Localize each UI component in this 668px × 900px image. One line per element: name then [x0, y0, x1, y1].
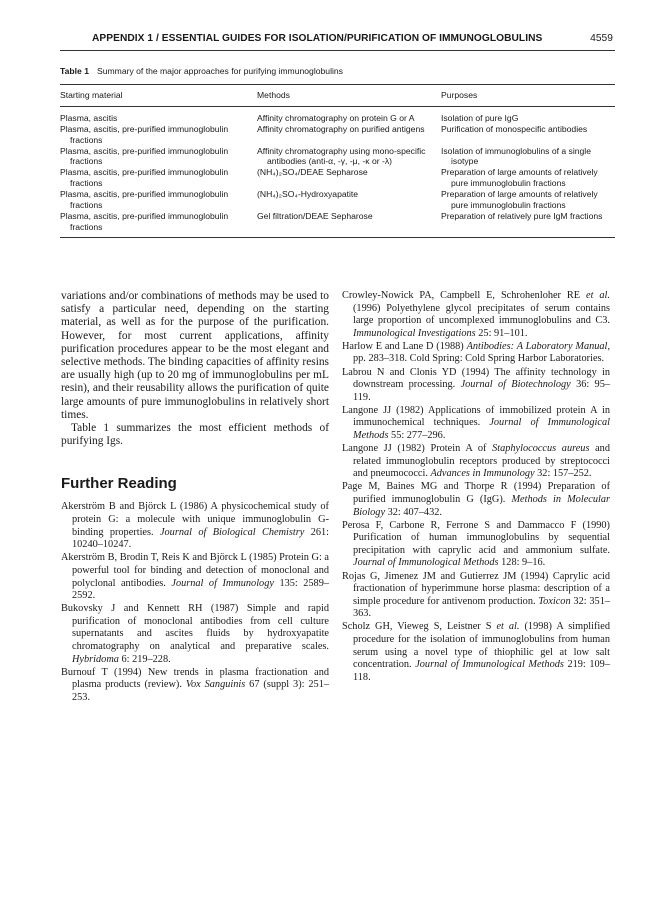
cell-purpose: Isolation of pure IgG	[441, 112, 519, 123]
ref-journal: Journal of Immunology	[171, 577, 274, 589]
ref-journal: Advances in Immunology	[430, 468, 535, 480]
cell-material: Plasma, ascitis, pre-purified immunoglobulin fractions	[60, 167, 229, 189]
column-header-purposes: Purposes	[441, 84, 615, 106]
ref-species: Staphylococcus aureus	[492, 443, 590, 455]
ref-authors: Page M, Baines MG and Thorpe R (1994) Preparation of purified immunoglobulin G (IgG).	[342, 481, 610, 505]
reference-item	[342, 481, 610, 519]
cell-purpose: Purification of monospecific antibodies	[441, 123, 588, 134]
cell-method: (NH₄)₂SO₄-Hydroxyapatite	[257, 189, 359, 200]
ref-authors: Langone JJ (1982) Protein A of	[342, 443, 493, 455]
reference-item	[61, 603, 329, 666]
page-number: 4559	[590, 33, 613, 44]
cell-material: Plasma, ascitis, pre-purified immunoglobulin fractions	[60, 210, 229, 232]
ref-journal: Journal of Immunological Methods	[353, 417, 610, 442]
ref-journal: Journal of Biological Chemistry	[159, 526, 305, 538]
reference-item	[342, 621, 610, 684]
reference-item	[342, 443, 610, 481]
purification-table	[60, 84, 615, 238]
reference-item	[61, 667, 329, 705]
cell-material: Plasma, ascitis, pre-purified immunoglobulin fractions	[60, 123, 229, 145]
ref-journal: Journal of Immunological Methods	[353, 557, 499, 569]
reference-item	[61, 552, 329, 602]
reference-item	[342, 520, 610, 570]
column-header-methods: Methods	[257, 84, 441, 106]
table-row	[60, 146, 615, 168]
ref-volume: 67 (suppl 3): 251–253.	[72, 679, 330, 703]
ref-title: (1998) A simplified procedure for the isolation of immunoglobulins from human serum using a novel type of thiophilic gel at low salt concentration.	[353, 621, 610, 671]
ref-volume: 135: 2589–2592.	[72, 577, 330, 602]
table-caption	[60, 66, 615, 77]
table-row	[60, 167, 615, 189]
ref-volume: 32: 407–432.	[385, 506, 442, 518]
table-label: Table 1	[60, 66, 89, 76]
ref-volume: 32: 351–363.	[353, 595, 610, 620]
ref-authors: Burnouf T (1994) New trends in plasma fractionation and plasma products (review).	[61, 666, 329, 691]
body-paragraph-text: summarizes the most efficient methods of purifying Igs.	[61, 422, 329, 448]
ref-journal: Journal of Immunological Methods	[415, 659, 564, 671]
running-header-title: APPENDIX 1 / ESSENTIAL GUIDES FOR ISOLATION/PURIFICATION OF IMMUNOGLOBULINS	[92, 33, 543, 44]
ref-title: (1996) Polyethylene glycol precipitates of serum contains large proportion of uncomplexed immunoglobulins and C3.	[353, 302, 610, 327]
ref-authors: Harlow E and Lane D (1988)	[342, 340, 467, 352]
left-column	[61, 290, 329, 705]
table-reference: Table 1	[71, 422, 110, 435]
ref-volume: 25: 91–101.	[475, 327, 528, 339]
ref-volume: 261: 10240–10247.	[72, 526, 330, 551]
cell-material: Plasma, ascitis, pre-purified immunoglobulin fractions	[60, 189, 229, 211]
table-1	[60, 66, 615, 238]
cell-method: (NH₄)₂SO₄/DEAE Sepharose	[257, 167, 368, 178]
table-row	[60, 211, 615, 237]
right-column	[342, 290, 610, 685]
ref-journal: Toxicon	[538, 595, 571, 607]
cell-purpose: Preparation of large amounts of relatively pure immunoglobulin fractions	[441, 189, 598, 211]
ref-authors: Akerström B and Björck L (1986) A physicochemical study of protein G: a molecule with unique immunoglobulin G-binding properties.	[61, 501, 329, 538]
cell-purpose: Preparation of large amounts of relatively pure immunoglobulin fractions	[441, 167, 598, 189]
reference-item	[342, 405, 610, 443]
ref-authors: Akerström B, Brodin T, Reis K and Björck L (1985) Protein G: a powerful tool for binding and detection of monoclonal and polyclonal antibodies.	[61, 552, 329, 589]
table-row	[60, 106, 615, 123]
ref-volume: 219: 109–118.	[353, 659, 610, 683]
ref-authors: Scholz GH, Vieweg S, Leistner S	[342, 621, 497, 633]
ref-volume: 6: 219–228.	[118, 653, 171, 665]
reference-item	[61, 501, 329, 551]
ref-journal: Hybridoma	[72, 653, 119, 665]
body-paragraph	[61, 422, 329, 448]
table-caption-text: Summary of the major approaches for purifying immunoglobulins	[96, 66, 343, 76]
ref-etal: et al.	[586, 290, 610, 301]
cell-material: Plasma, ascitis	[60, 112, 118, 123]
reference-item	[342, 290, 610, 340]
ref-etal: et al.	[496, 621, 520, 633]
column-header-starting-material: Starting material	[60, 84, 257, 106]
cell-method: Gel filtration/DEAE Sepharose	[257, 210, 373, 221]
body-paragraph: variations and/or combinations of methods may be used to satisfy a particular need, depending on the starting material, as well as for the purpose of the purification. However, for most current applications, affinity purification procedures appear to be the most elegant and selective methods. The binding capacities of affinity resins are usually high (up to 20 mg of immunoglobulins per mL resin), and their reusability allows the purification of quite large amounts of pure immunoglobulins in relatively short times.	[61, 290, 329, 421]
table-row	[60, 124, 615, 146]
ref-volume: 55: 277–296.	[388, 430, 446, 442]
ref-journal: Immunological Investigations	[353, 327, 476, 339]
ref-authors: Langone JJ (1982) Applications of immobilized protein A in immunochemical techniques.	[342, 404, 610, 429]
further-reading-heading: Further Reading	[61, 475, 177, 493]
cell-purpose: Preparation of relatively pure IgM fractions	[441, 210, 603, 221]
table-row	[60, 189, 615, 211]
ref-title: and related immunoglobulin receptors produced by streptococci and pneumococci.	[353, 443, 610, 480]
ref-journal: Vox Sanguinis	[185, 679, 246, 691]
ref-authors: Bukovsky J and Kennett RH (1987) Simple and rapid purification of monoclonal antibodies from cell culture supernatants and ascites fluids by hydroxyapatite chromatography on analytical and preparative scales.	[61, 603, 329, 652]
ref-authors: Perosa F, Carbone R, Ferrone S and Dammacco F (1990) Purification of human immunoglobulins by sequential precipitation with caprylic acid and ammonium sulfate.	[342, 519, 610, 556]
cell-method: Affinity chromatography on protein G or A	[257, 112, 415, 123]
ref-volume: 32: 157–252.	[534, 468, 592, 480]
ref-authors: Labrou N and Clonis YD (1994) The affinity technology in downstream processing.	[342, 366, 610, 391]
reference-item	[342, 341, 610, 366]
cell-purpose: Isolation of immunoglobulins of a single isotype	[441, 145, 592, 167]
ref-authors: Crowley-Nowick PA, Campbell E, Schrohenloher RE	[342, 290, 587, 301]
ref-journal: Methods in Molecular Biology	[353, 494, 610, 518]
ref-volume: 36: 95–119.	[353, 379, 610, 403]
header-rule	[60, 50, 615, 51]
cell-method: Affinity chromatography using mono-specific antibodies (anti-α, -γ, -μ, -κ or -λ)	[257, 145, 426, 167]
ref-journal: Journal of Biotechnology	[460, 379, 571, 391]
ref-volume: , pp. 283–318. Cold Spring: Cold Spring Harbor Laboratories.	[353, 340, 611, 365]
cell-material: Plasma, ascitis, pre-purified immunoglobulin fractions	[60, 145, 229, 167]
ref-authors: Rojas G, Jimenez JM and Gutierrez JM (1994) Caprylic acid fractionation of hyperimmune horse plasma: description of a simple procedure for antivenom production.	[342, 570, 610, 607]
ref-volume: 128: 9–16.	[498, 557, 546, 569]
reference-item	[342, 367, 610, 405]
cell-method: Affinity chromatography on purified antigens	[257, 123, 425, 134]
reference-item	[342, 571, 610, 621]
ref-book: Antibodies: A Laboratory Manual	[466, 340, 608, 352]
